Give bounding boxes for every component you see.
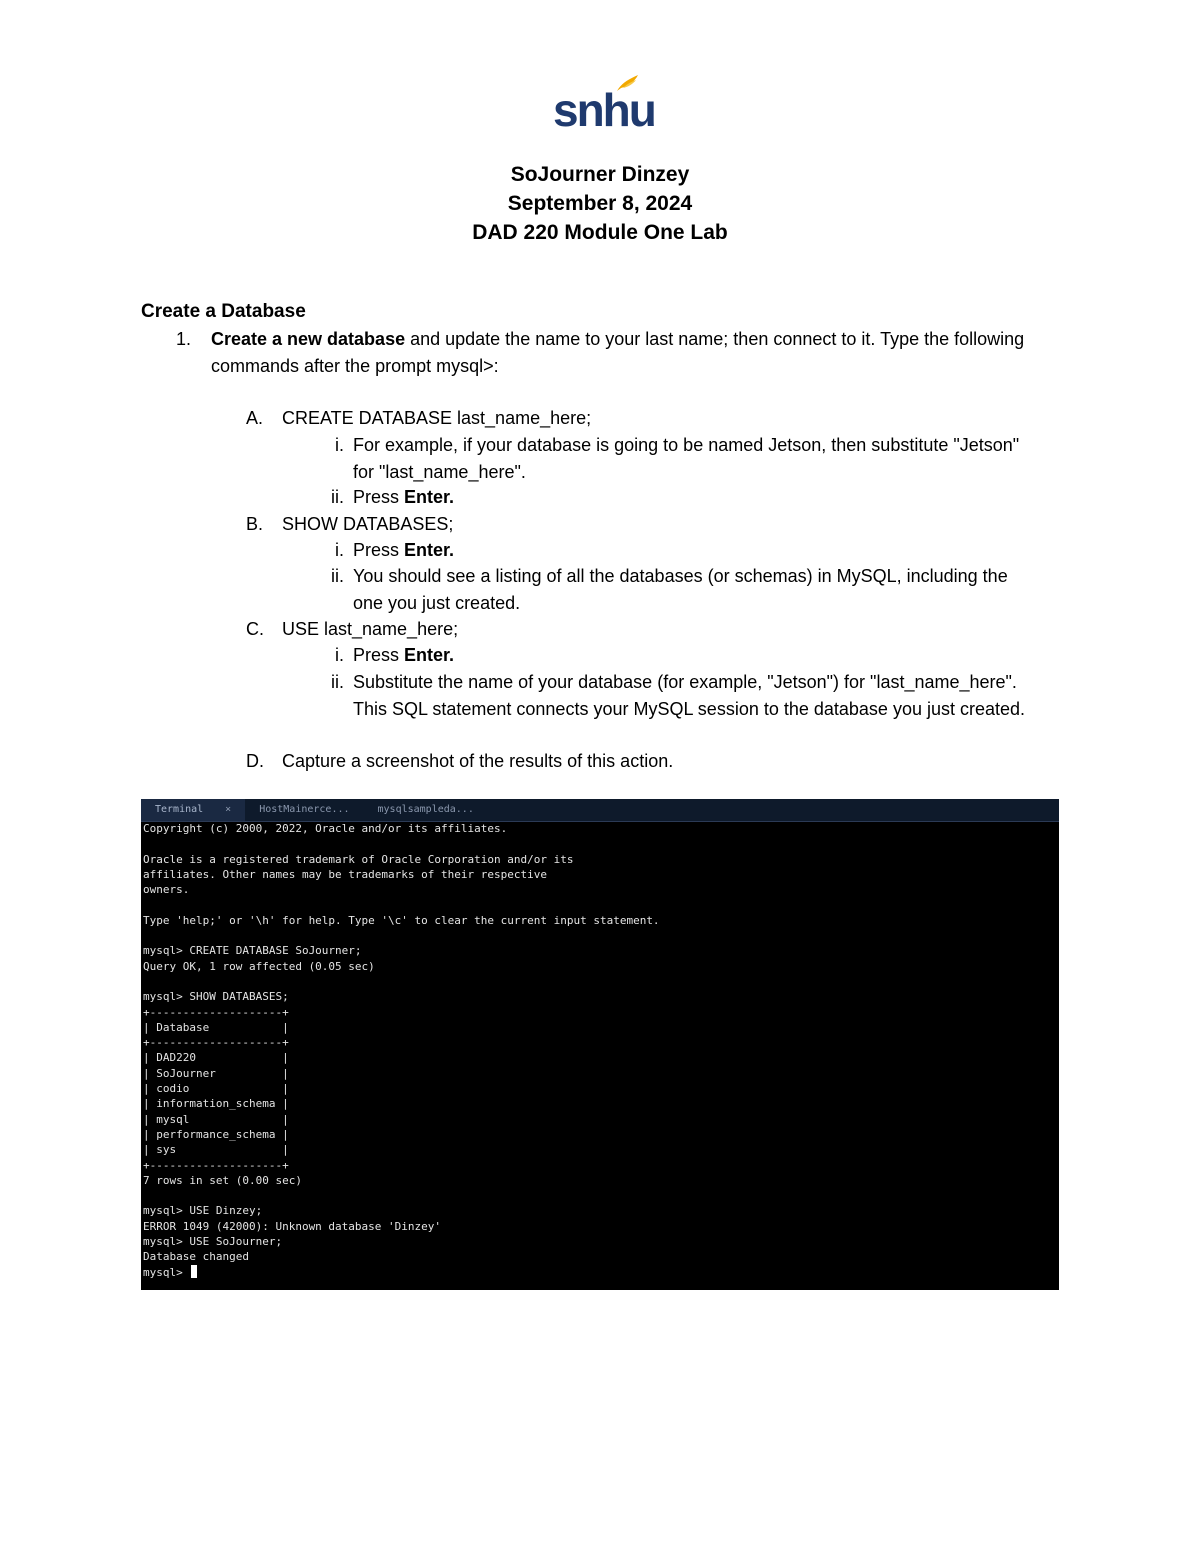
substep-a-ii xyxy=(318,484,1038,511)
press-label: Press xyxy=(353,487,405,507)
terminal-line: mysql> CREATE DATABASE SoJourner; xyxy=(143,944,362,958)
terminal-cursor xyxy=(191,1265,197,1278)
terminal-line: Oracle is a registered trademark of Oracle Corporation and/or its xyxy=(143,852,574,866)
substep-c-i-marker: i. xyxy=(335,645,344,665)
terminal-line: owners. xyxy=(143,883,190,897)
substep-a-marker: A. xyxy=(246,408,264,428)
substep-c-i-text xyxy=(353,642,1038,669)
terminal-line: affiliates. Other names may be trademarks of their respective xyxy=(143,867,547,881)
close-icon: × xyxy=(225,804,232,815)
terminal-line: | SoJourner | xyxy=(143,1066,289,1080)
substep-a-ii-marker: ii. xyxy=(331,487,344,507)
author-name: SoJourner Dinzey xyxy=(510,163,690,186)
substep-b-ii-text: You should see a listing of all the databases (or schemas) in MySQL, including the one you just created. xyxy=(353,566,1008,613)
terminal-line xyxy=(143,897,1059,912)
step-1 xyxy=(176,326,1046,380)
tab-label: Terminal xyxy=(155,804,204,815)
substep-c xyxy=(246,616,1046,642)
substep-c-command: USE last_name_here; xyxy=(282,619,459,639)
substep-c-marker: C. xyxy=(246,619,264,639)
terminal-line: Database changed xyxy=(143,1250,249,1264)
snhu-logo xyxy=(553,74,655,136)
terminal-line: Type 'help;' or '\h' for help. Type '\c' to clear the current input statement. xyxy=(143,913,660,927)
terminal-tab xyxy=(141,799,245,821)
press-label: Press xyxy=(353,540,405,560)
terminal-line xyxy=(143,974,1059,989)
step-1-instruction: and update the name to your last name; then connect to it. Type the following commands after the prompt mysql>: xyxy=(211,329,1025,376)
terminal-screenshot xyxy=(141,799,1059,1290)
substep-a xyxy=(246,405,1046,431)
terminal-line: Copyright (c) 2000, 2022, Oracle and/or its affiliates. xyxy=(143,822,508,835)
terminal-line xyxy=(143,1188,1059,1203)
document-date: September 8, 2024 xyxy=(507,192,693,215)
terminal-line: | codio | xyxy=(143,1082,289,1096)
logo-wordmark: snhu xyxy=(553,84,655,136)
substep-b-i-text xyxy=(353,537,1038,564)
terminal-line: mysql> USE SoJourner; xyxy=(143,1235,283,1249)
terminal-tab: HostMainerce... xyxy=(259,804,350,815)
enter-key-label: Enter. xyxy=(404,645,455,665)
step-number: 1. xyxy=(176,329,192,349)
terminal-line: +--------------------+ xyxy=(143,1158,289,1172)
terminal-line: mysql> SHOW DATABASES; xyxy=(143,990,289,1004)
terminal-line: | Database | xyxy=(143,1020,289,1034)
terminal-output xyxy=(143,821,1059,1290)
terminal-line: | information_schema | xyxy=(143,1097,289,1111)
document-title: DAD 220 Module One Lab xyxy=(472,221,728,244)
terminal-tab: mysqlsampleda... xyxy=(377,804,474,815)
substep-b-marker: B. xyxy=(246,514,264,534)
document-header xyxy=(0,160,1200,247)
press-label: Press xyxy=(353,645,405,665)
substep-b-ii-marker: ii. xyxy=(331,566,344,586)
terminal-line: 7 rows in set (0.00 sec) xyxy=(143,1173,302,1187)
substep-c-ii-marker: ii. xyxy=(331,672,344,692)
substep-b-ii xyxy=(318,563,1038,616)
enter-key-label: Enter. xyxy=(404,540,455,560)
substep-c-i xyxy=(318,642,1038,669)
terminal-line: | performance_schema | xyxy=(143,1127,289,1141)
terminal-line: | sys | xyxy=(143,1143,289,1157)
substep-b-i-marker: i. xyxy=(335,540,344,560)
terminal-line: | DAD220 | xyxy=(143,1051,289,1065)
substep-a-i-text: For example, if your database is going to be named Jetson, then substitute "Jetson" for "last_name_here". xyxy=(353,435,1020,482)
substep-d-marker: D. xyxy=(246,751,264,771)
terminal-tab-bar xyxy=(141,799,1059,822)
terminal-line: ERROR 1049 (42000): Unknown database 'Dinzey' xyxy=(143,1219,442,1233)
terminal-line: mysql> xyxy=(143,1265,1059,1280)
substep-a-i xyxy=(318,432,1038,485)
substep-d-text: Capture a screenshot of the results of this action. xyxy=(282,751,674,771)
substep-b-i xyxy=(318,537,1038,564)
substep-a-command: CREATE DATABASE last_name_here; xyxy=(282,408,592,428)
substep-c-ii-text: Substitute the name of your database (for example, "Jetson") for "last_name_here". This SQL statement connects your MySQL session to the database you just created. xyxy=(353,672,1026,719)
substep-b-command: SHOW DATABASES; xyxy=(282,514,454,534)
terminal-line xyxy=(143,928,1059,943)
section-heading: Create a Database xyxy=(141,301,306,322)
substep-a-ii-text xyxy=(353,484,1038,511)
terminal-line: +--------------------+ xyxy=(143,1005,289,1019)
step-1-text xyxy=(211,326,1046,380)
terminal-line: Query OK, 1 row affected (0.05 sec) xyxy=(143,959,375,973)
enter-key-label: Enter. xyxy=(404,487,455,507)
substep-d xyxy=(246,748,1046,774)
step-1-bold-lead: Create a new database xyxy=(211,329,406,349)
terminal-line: mysql> USE Dinzey; xyxy=(143,1204,263,1218)
substep-b xyxy=(246,511,1046,537)
terminal-line: | mysql | xyxy=(143,1112,289,1126)
terminal-line xyxy=(143,836,1059,851)
substep-a-i-marker: i. xyxy=(335,435,344,455)
substep-c-ii xyxy=(318,669,1038,722)
terminal-line: +--------------------+ xyxy=(143,1036,289,1050)
